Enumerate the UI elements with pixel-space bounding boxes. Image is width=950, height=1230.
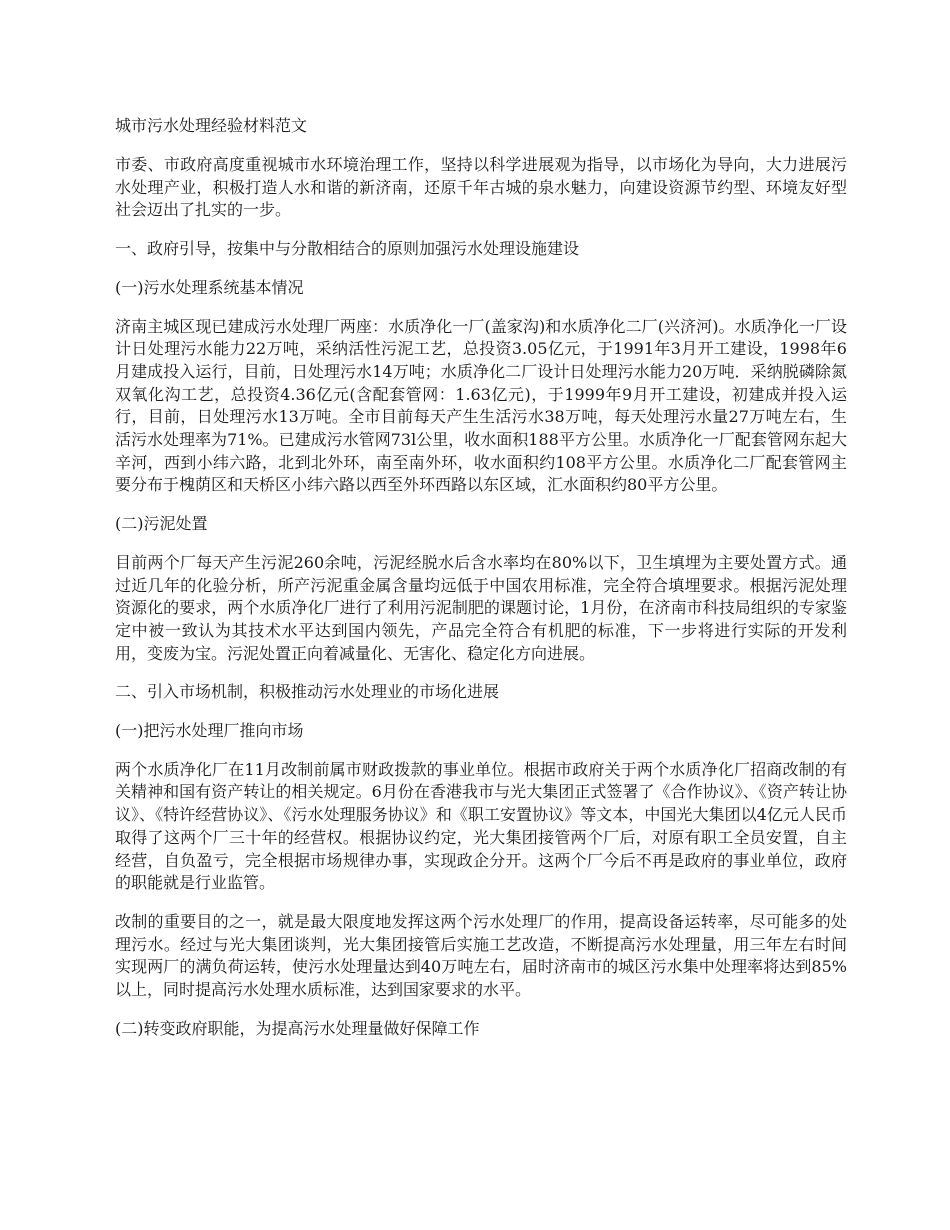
subsection-heading-2-2: (二)转变政府职能，为提高污水处理量做好保障工作 (115, 1018, 480, 1038)
paragraph-2-1-a: 两个水质净化厂在11月改制前属市财政拨款的事业单位。根据市政府关于两个水质净化厂招商改制的有关精神和国有资产转让的相关规定。6月份在香港我市与光大集团正式签署了《合作协议》、《资产转让协议》、《特许经营协议》、《污水处理服务协议》和《职工安置协议》等文本，中国光大集团以4亿元人民币取得了这两个厂三十年的经营权。根据协议约定，光大集团接管两个厂后，对原有职工全员安置，自主经营，自负盈亏，完全根据市场规律办事，实现政企分开。这两个厂今后不再是政府的事业单位，政府的职能就是行业监管。 (115, 759, 847, 893)
paragraph-1-2: 目前两个厂每天产生污泥260余吨，污泥经脱水后含水率均在80%以下，卫生填埋为主要处置方式。通过近几年的化验分析，所产污泥重金属含量均远低于中国农用标准，完全符合填埋要求。根据污泥处理资源化的要求，两个水质净化厂进行了利用污泥制肥的课题讨论，1月份，在济南市科技局组织的专家鉴定中被一致认为其技术水平达到国内领先，产品完全符合有机肥的标准，下一步将进行实际的开发利用，变废为宝。污泥处置正向着减量化、无害化、稳定化方向进展。 (115, 552, 847, 663)
intro-paragraph: 市委、市政府高度重视城市水环境治理工作，坚持以科学进展观为指导，以市场化为导向，大力进展污水处理产业，积极打造人水和谐的新济南，还原千年古城的泉水魅力，向建设资源节约型、环境友好型社会迈出了扎实的一步。 (115, 155, 847, 220)
document-title: 城市污水处理经验材料范文 (115, 116, 308, 135)
subsection-heading-1-1: (一)污水处理系统基本情况 (115, 277, 304, 297)
section-heading-2: 二、引入市场机制，积极推动污水处理业的市场化进展 (115, 682, 500, 702)
paragraph-1-1: 济南主城区现已建成污水处理厂两座：水质净化一厂(盖家沟)和水质净化二厂(兴济河)。水质净化一厂设计日处理污水能力22万吨，采纳活性污泥工艺，总投资3.05亿元，于1991年3月开工建设，1998年6月建成投入运行，目前，日处理污水14万吨；水质净化二厂设计日处理污水能力20万吨．采纳脱磷除氮双氧化沟工艺，总投资4.36亿元(含配套管网：1.63亿元)，于1999年9月开工建设，初建成并投入运行，目前，日处理污水13万吨。全市目前每天产生生活污水38万吨，每天处理污水量27万吨左右，生活污水处理率为71%。已建成污水管网73l公里，收水面积188平方公里。水质净化一厂配套管网东起大辛河，西到小纬六路，北到北外环，南至南外环，收水面积约108平方公里。水质净化二厂配套管网主要分布于槐荫区和天桥区小纬六路以西至外环西路以东区域，汇水面积约80平方公里。 (115, 316, 847, 495)
subsection-heading-2-1: (一)把污水处理厂推向市场 (115, 721, 304, 741)
document-page (115, 114, 847, 1057)
subsection-heading-1-2: (二)污泥处置 (115, 514, 208, 534)
section-heading-1: 一、政府引导，按集中与分散相结合的原则加强污水处理设施建设 (115, 239, 580, 259)
paragraph-2-1-b: 改制的重要目的之一，就是最大限度地发挥这两个污水处理厂的作用，提高设备运转率，尽可能多的处理污水。经过与光大集团谈判，光大集团接管后实施工艺改造，不断提高污水处理量，用三年左右时间实现两厂的满负荷运转，使污水处理量达到40万吨左右，届时济南市的城区污水集中处理率将达到85%以上，同时提高污水处理水质标准，达到国家要求的水平。 (115, 911, 847, 1000)
